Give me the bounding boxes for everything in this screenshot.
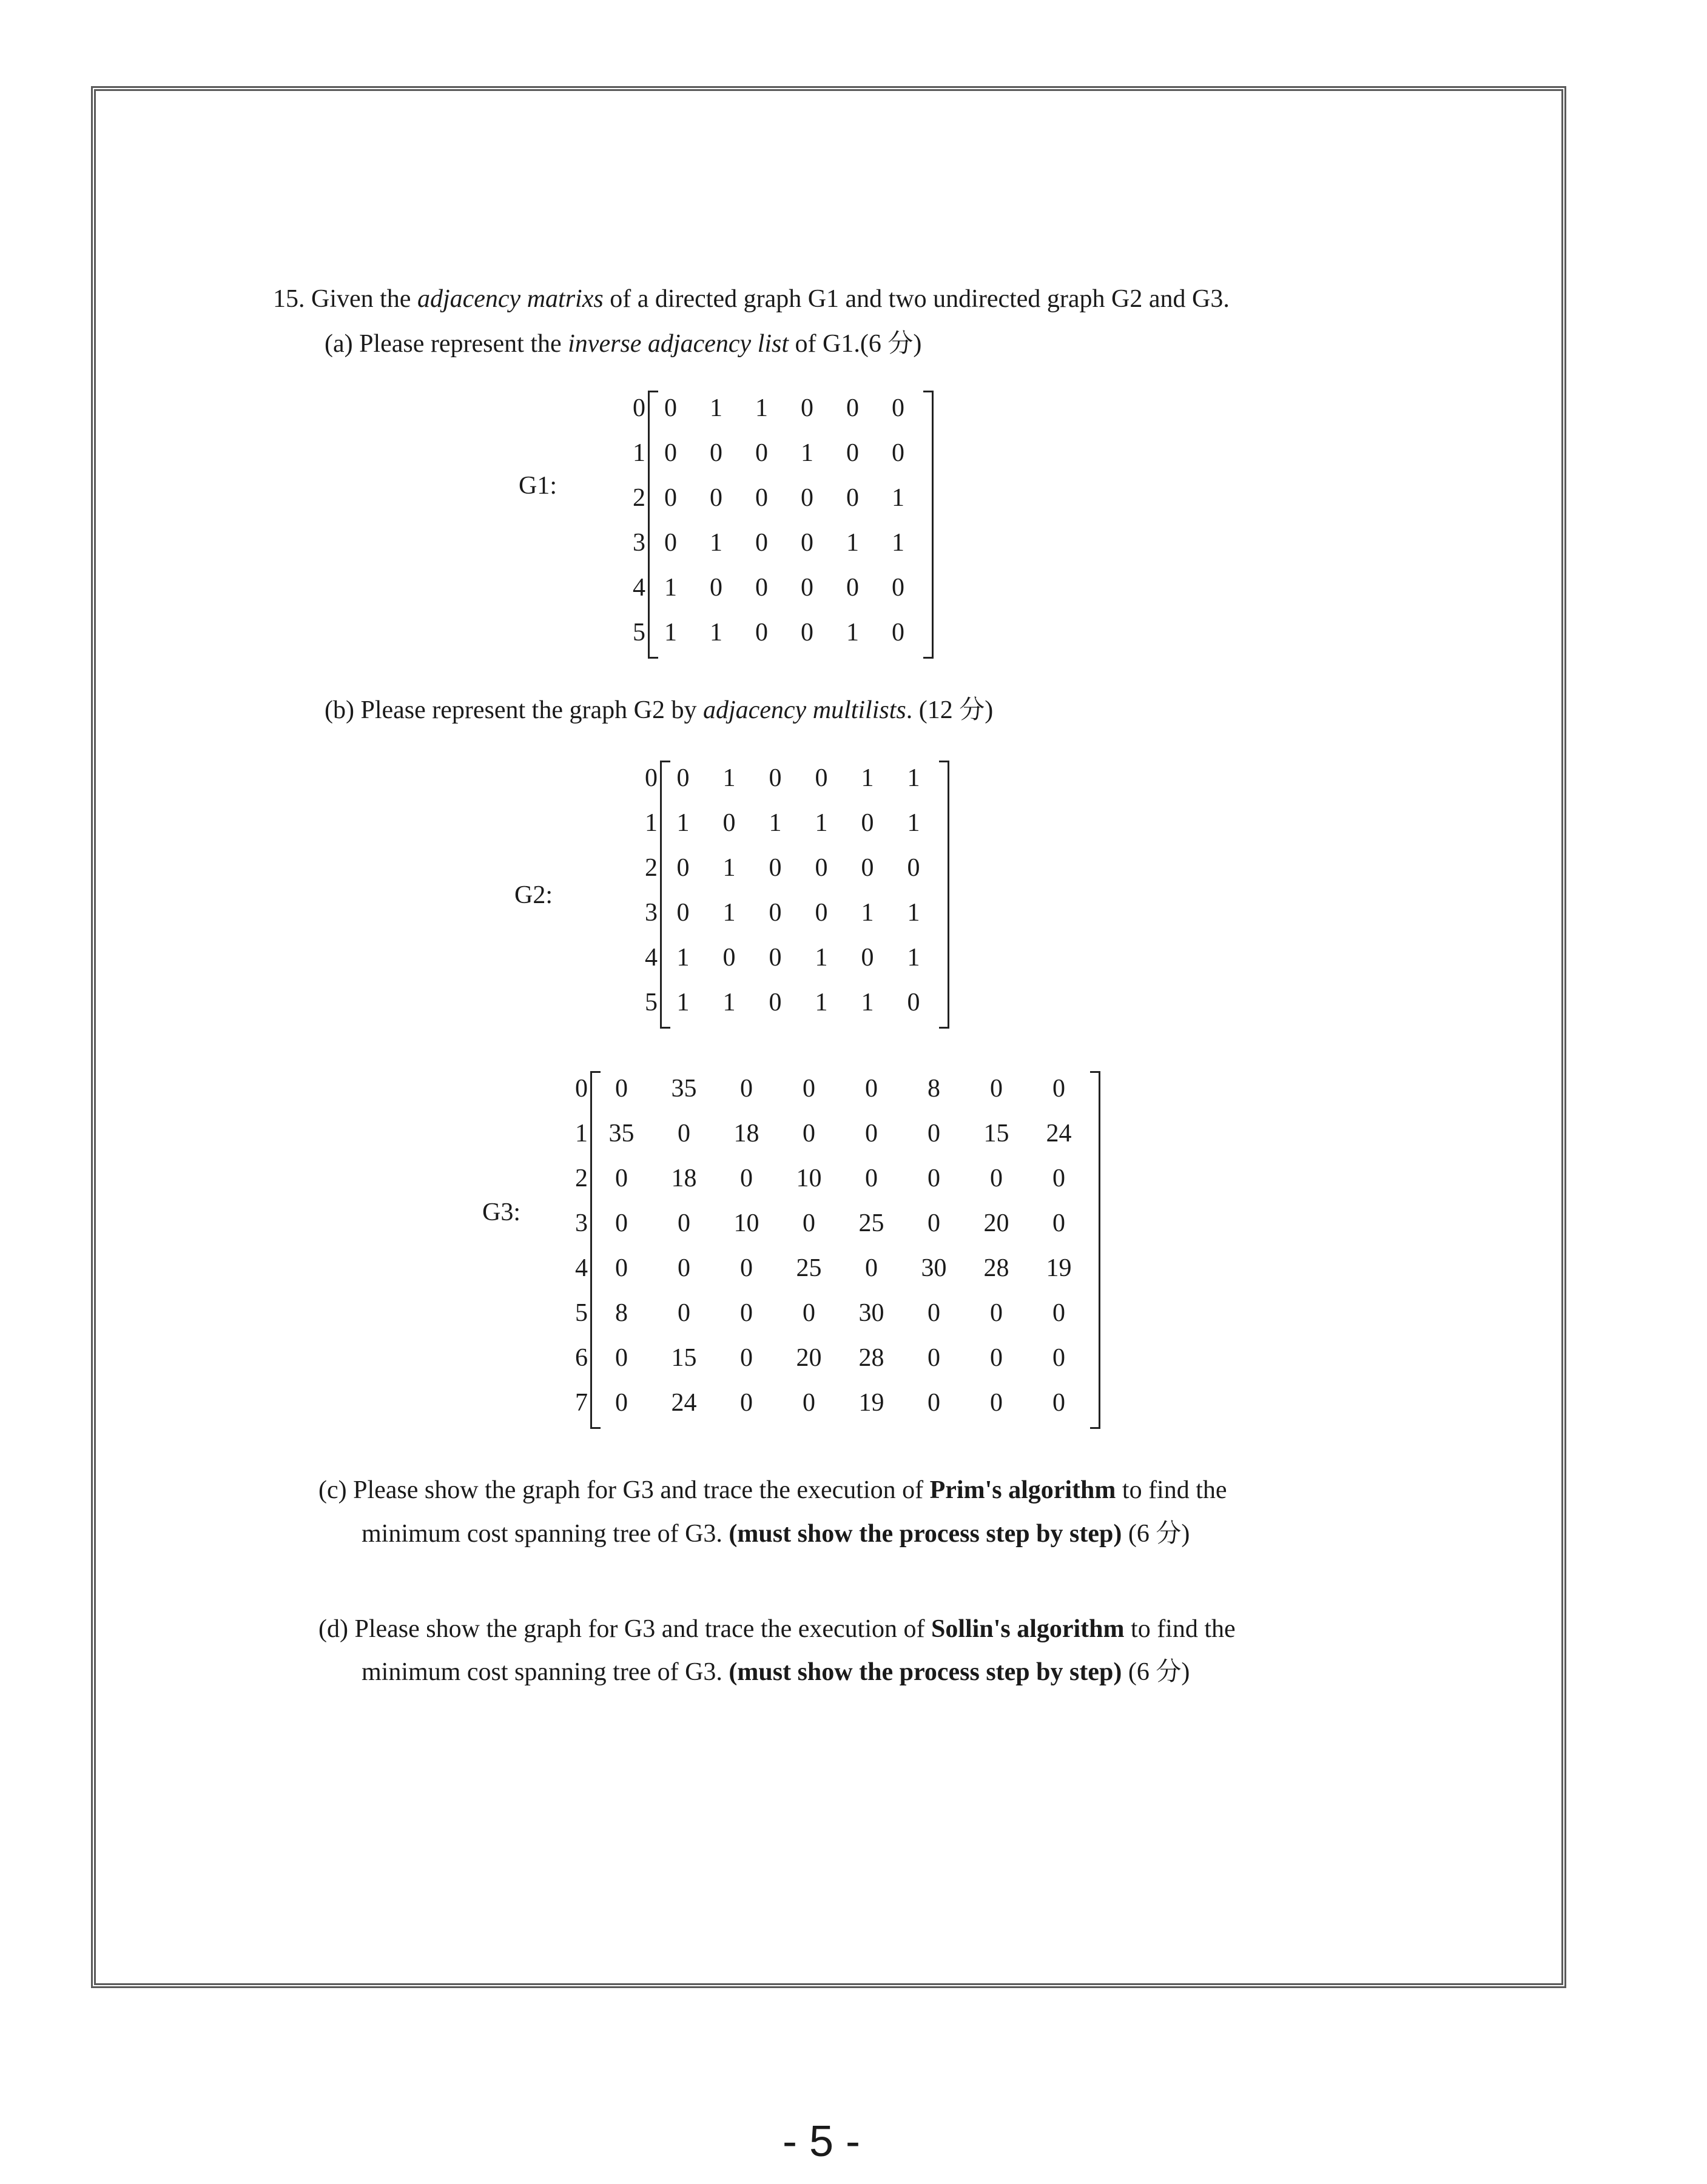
g1-cell: 0 [755,439,768,467]
g3-cell: 0 [990,1299,1003,1327]
g3-cell: 0 [803,1120,815,1147]
g2-cell: 1 [907,809,920,837]
g1-row-label: 0 [633,394,645,422]
g2-cell: 0 [907,989,920,1016]
g2-cell: 1 [722,764,736,792]
g3-row-label: 6 [575,1344,588,1372]
g3-cell: 0 [740,1075,753,1103]
g3-cell: 0 [740,1164,753,1192]
g3-cell: 18 [733,1120,759,1147]
g2-cell: 0 [676,764,690,792]
g3-cell: 0 [1052,1209,1065,1237]
g1-cell: 0 [664,529,677,557]
g1-cell: 0 [664,484,677,512]
g2-cell: 0 [861,854,874,882]
g1-cell: 0 [801,484,813,512]
g3-cell: 0 [990,1075,1003,1103]
g2-cell: 1 [861,899,874,927]
g3-right-bracket [1090,1071,1100,1429]
g2-cell: 0 [861,809,874,837]
part-a: (a) Please represent the inverse adjacency list of G1.(6 分) [325,330,922,358]
g1-cell: 0 [710,574,722,602]
g1-cell: 0 [755,484,768,512]
g2-cell: 1 [722,989,736,1016]
g1-cell: 0 [664,439,677,467]
g1-cell: 0 [755,529,768,557]
g2-row-label: 3 [645,899,658,927]
g1-row-label: 5 [633,619,645,647]
g2-cell: 1 [907,764,920,792]
g3-cell: 0 [803,1389,815,1417]
g2-cell: 1 [676,944,690,972]
g1-cell: 0 [801,529,813,557]
g2-row-label: 1 [645,809,658,837]
g2-row-label: 5 [645,989,658,1016]
g3-cell: 0 [990,1164,1003,1192]
g1-cell: 1 [710,529,722,557]
g3-cell: 25 [858,1209,884,1237]
page-frame [91,86,1566,1988]
g2-cell: 0 [722,809,736,837]
g2-cell: 1 [815,944,828,972]
g2-cell: 0 [861,944,874,972]
g2-cell: 1 [722,854,736,882]
g2-cell: 0 [815,854,828,882]
g1-cell: 1 [801,439,813,467]
g2-right-bracket [939,761,949,1029]
g3-cell: 0 [990,1389,1003,1417]
g3-cell: 19 [1046,1254,1072,1282]
g3-cell: 15 [671,1344,697,1372]
g2-cell: 0 [907,854,920,882]
g3-cell: 0 [615,1254,628,1282]
g3-cell: 0 [1052,1164,1065,1192]
g1-cell: 0 [801,394,813,422]
part-c-line1: (c) Please show the graph for G3 and trace the execution of Prim's algorithm to find the [318,1476,1227,1504]
g3-cell: 0 [678,1254,690,1282]
g3-cell: 8 [615,1299,628,1327]
g1-right-bracket [923,391,934,659]
g3-cell: 0 [678,1299,690,1327]
g2-cell: 0 [815,764,828,792]
question-intro: 15. Given the adjacency matrixs of a directed graph G1 and two undirected graph G2 and G3. [273,285,1230,313]
g3-cell: 18 [671,1164,697,1192]
g3-row-label: 0 [575,1075,588,1103]
g1-cell: 0 [710,439,722,467]
g1-cell: 1 [846,619,859,647]
part-d-line1: (d) Please show the graph for G3 and trace the execution of Sollin's algorithm to find the [318,1615,1236,1643]
g3-cell: 20 [796,1344,822,1372]
g3-cell: 0 [865,1075,878,1103]
g3-cell: 30 [921,1254,947,1282]
g3-cell: 0 [1052,1299,1065,1327]
g1-left-bracket [648,391,658,659]
g2-cell: 1 [861,989,874,1016]
g2-cell: 0 [769,989,782,1016]
g3-cell: 0 [740,1254,753,1282]
g3-cell: 0 [1052,1344,1065,1372]
g1-cell: 1 [846,529,859,557]
g1-cell: 1 [892,484,904,512]
g3-cell: 0 [678,1209,690,1237]
g2-cell: 1 [815,989,828,1016]
g3-cell: 0 [803,1209,815,1237]
g3-cell: 8 [928,1075,940,1103]
g3-cell: 0 [928,1164,940,1192]
g3-cell: 20 [983,1209,1009,1237]
g3-cell: 10 [796,1164,822,1192]
g3-cell: 28 [983,1254,1009,1282]
g3-row-label: 4 [575,1254,588,1282]
g1-cell: 0 [846,394,859,422]
g2-cell: 0 [769,764,782,792]
g1-cell: 0 [892,394,904,422]
g3-row-label: 7 [575,1389,588,1417]
g1-cell: 1 [664,619,677,647]
g1-cell: 0 [801,574,813,602]
g2-cell: 1 [907,899,920,927]
g2-cell: 1 [861,764,874,792]
part-b: (b) Please represent the graph G2 by adjacency multilists. (12 分) [325,696,994,724]
g3-cell: 0 [928,1120,940,1147]
g2-cell: 0 [722,944,736,972]
g3-cell: 0 [865,1254,878,1282]
g1-cell: 0 [892,439,904,467]
g1-row-label: 3 [633,529,645,557]
g3-cell: 0 [865,1164,878,1192]
g3-cell: 30 [858,1299,884,1327]
g2-cell: 1 [722,899,736,927]
g2-cell: 1 [769,809,782,837]
part-d-line2: minimum cost spanning tree of G3. (must show the process step by step) (6 分) [362,1658,1190,1686]
g3-cell: 0 [990,1344,1003,1372]
g1-row-label: 4 [633,574,645,602]
g1-row-label: 1 [633,439,645,467]
g3-cell: 0 [803,1075,815,1103]
g1-cell: 0 [755,619,768,647]
g3-cell: 0 [740,1389,753,1417]
g3-cell: 0 [928,1209,940,1237]
g2-cell: 1 [815,809,828,837]
part-c-line2: minimum cost spanning tree of G3. (must show the process step by step) (6 分) [362,1520,1190,1548]
g3-cell: 0 [615,1075,628,1103]
g3-cell: 0 [1052,1389,1065,1417]
g1-cell: 1 [710,394,722,422]
page-number: - 5 - [783,2117,861,2166]
g1-cell: 1 [892,529,904,557]
g3-cell: 35 [671,1075,697,1103]
g1-cell: 0 [710,484,722,512]
g3-cell: 0 [615,1209,628,1237]
g3-cell: 0 [1052,1075,1065,1103]
g3-row-label: 1 [575,1120,588,1147]
g3-cell: 0 [928,1389,940,1417]
g3-cell: 0 [615,1389,628,1417]
g1-cell: 1 [710,619,722,647]
g2-label: G2: [514,881,553,909]
g1-cell: 0 [755,574,768,602]
g3-cell: 0 [803,1299,815,1327]
g3-cell: 19 [858,1389,884,1417]
g3-cell: 0 [740,1344,753,1372]
g3-cell: 25 [796,1254,822,1282]
g3-row-label: 3 [575,1209,588,1237]
g3-cell: 0 [928,1344,940,1372]
g2-cell: 0 [815,899,828,927]
g2-cell: 0 [676,854,690,882]
g3-cell: 15 [983,1120,1009,1147]
g2-cell: 1 [676,809,690,837]
g1-row-label: 2 [633,484,645,512]
g1-cell: 1 [664,574,677,602]
g3-cell: 0 [615,1164,628,1192]
g3-cell: 10 [733,1209,759,1237]
g3-cell: 0 [678,1120,690,1147]
g2-cell: 0 [769,944,782,972]
g1-cell: 0 [846,574,859,602]
g1-cell: 0 [846,439,859,467]
g1-cell: 0 [892,619,904,647]
g2-cell: 1 [907,944,920,972]
g3-cell: 28 [858,1344,884,1372]
g1-cell: 1 [755,394,768,422]
g2-row-label: 2 [645,854,658,882]
g1-label: G1: [519,472,557,500]
g2-cell: 0 [769,899,782,927]
g3-label: G3: [482,1198,520,1226]
g2-cell: 0 [769,854,782,882]
g2-cell: 1 [676,989,690,1016]
g1-cell: 0 [801,619,813,647]
g3-cell: 24 [671,1389,697,1417]
g3-cell: 0 [865,1120,878,1147]
g1-cell: 0 [664,394,677,422]
g3-row-label: 2 [575,1164,588,1192]
g3-cell: 24 [1046,1120,1072,1147]
g2-cell: 0 [676,899,690,927]
g2-left-bracket [660,761,670,1029]
g3-cell: 35 [608,1120,635,1147]
g1-cell: 0 [892,574,904,602]
g1-cell: 0 [846,484,859,512]
g3-row-label: 5 [575,1299,588,1327]
g3-cell: 0 [615,1344,628,1372]
g3-cell: 0 [928,1299,940,1327]
g3-cell: 0 [740,1299,753,1327]
g2-row-label: 4 [645,944,658,972]
g2-row-label: 0 [645,764,658,792]
g3-left-bracket [590,1071,601,1429]
